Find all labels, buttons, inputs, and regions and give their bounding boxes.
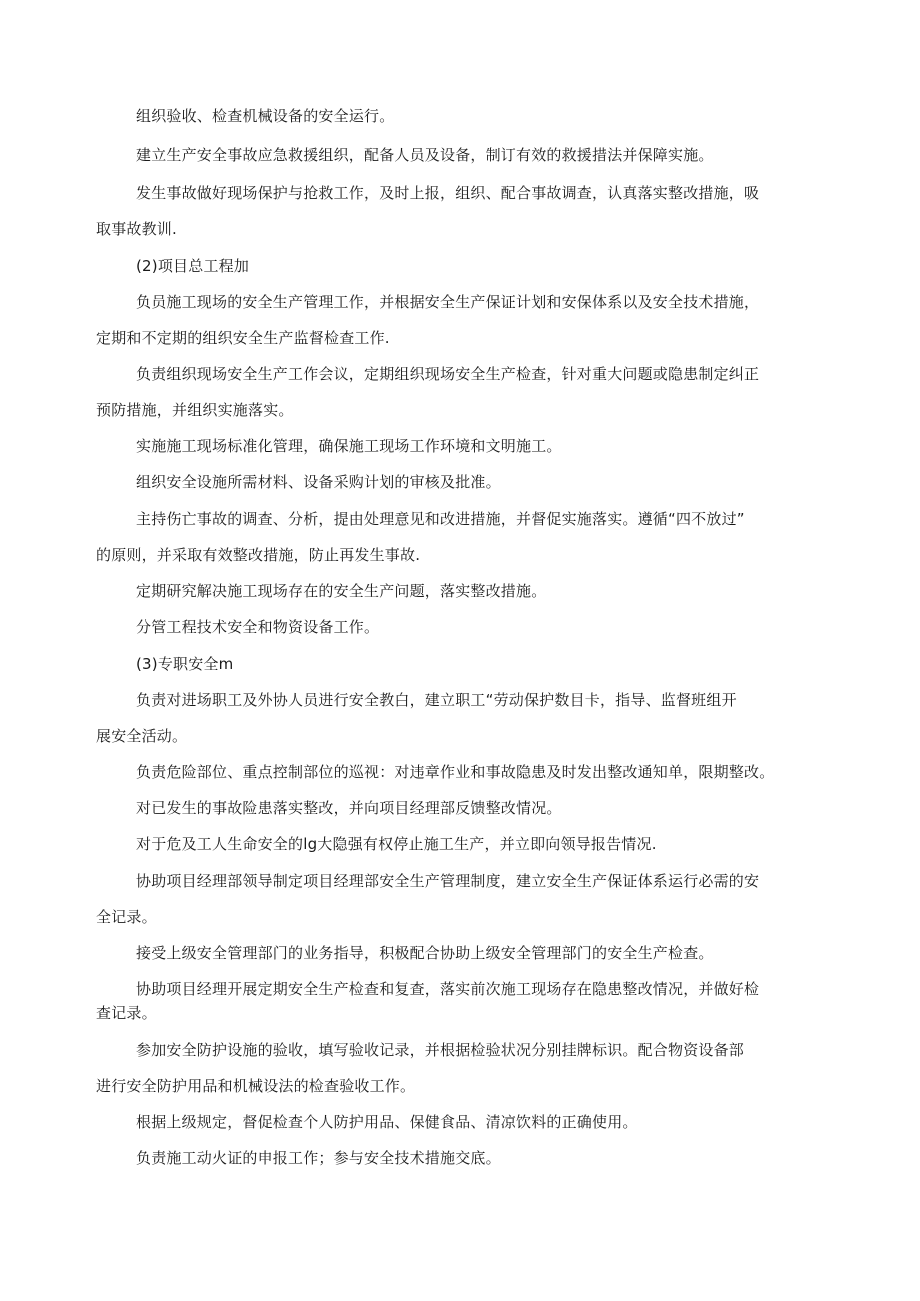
paragraph-line: 组织安全设施所需材料、设备采购计划的审核及批准。 <box>136 473 501 491</box>
paragraph-line: 负责施工动火证的申报工作；参与安全技术措施交底。 <box>136 1149 501 1167</box>
paragraph-line: 对已发生的事故险患落实整改，并向项目经理部反馈整改情况。 <box>136 799 562 817</box>
paragraph-line: 展安全活动。 <box>96 727 188 745</box>
paragraph-line: 根据上级规定，督促检查个人防护用品、保健食品、清凉饮料的正确使用。 <box>136 1113 638 1131</box>
paragraph-line: 协助项目经理开展定期安全生产检查和复查，落实前次施工现场存在隐患整改情况，并做好检 <box>136 980 760 998</box>
paragraph-line: 分管工程技术安全和物资设备工作。 <box>136 618 380 636</box>
paragraph-line: 负责危险部位、重点控制部位的巡视：对违章作业和事故隐患及时发出整改通知单，限期整改。 <box>136 763 775 781</box>
paragraph-line: 定期和不定期的组织安全生产监督检查工作. <box>96 329 390 347</box>
paragraph-line: 查记录。 <box>96 1004 157 1022</box>
paragraph-line: 全记录。 <box>96 908 157 926</box>
paragraph-line: 取事故教训. <box>96 220 177 238</box>
section-heading: (2)项目总工程加 <box>136 257 250 275</box>
paragraph-line: 定期研究解决施工现场存在的安全生产问题，落实整改措施。 <box>136 582 547 600</box>
paragraph-line: 负员施工现场的安全生产管理工作，并根据安全生产保证计划和安保体系以及安全技术措施， <box>136 293 760 311</box>
paragraph-line: 的原则，并采取有效整改措施，防止再发生事故. <box>96 546 421 564</box>
paragraph-line: 主持伤亡事故的调查、分析，提由处理意见和改进措施，并督促实施落实。遵循“四不放过” <box>136 510 745 528</box>
paragraph-line: 建立生产安全事故应急救援组织，配备人员及设备，制订有效的救援措法并保障实施。 <box>136 146 714 164</box>
paragraph-line: 预防措施，并组织实施落实。 <box>96 401 294 419</box>
paragraph-line: 负责对进场职工及外协人员进行安全教白，建立职工“劳动保护数目卡，指导、监督班组开 <box>136 691 737 709</box>
paragraph-line: 负责组织现场安全生产工作会议，定期组织现场安全生产检查，针对重大问题或隐患制定纠正 <box>136 365 760 383</box>
paragraph-line: 实施施工现场标准化管理，确保施工现场工作环境和文明施工。 <box>136 437 562 455</box>
paragraph-line: 发生事故做好现场保护与抢救工作，及时上报，组织、配合事故调查，认真落实整改措施，吸 <box>136 184 760 202</box>
paragraph-line: 协助项目经理部领导制定项目经理部安全生产管理制度，建立安全生产保证体系运行必需的安 <box>136 872 760 890</box>
paragraph-line: 参加安全防护设施的验收，填写验收记录，并根据检验状况分别挂牌标识。配合物资设备部 <box>136 1041 745 1059</box>
paragraph-line: 接受上级安全管理部门的业务指导，积极配合协助上级安全管理部门的安全生产检查。 <box>136 944 714 962</box>
paragraph-line: 进行安全防护用品和机械设法的检查验收工作。 <box>96 1077 416 1095</box>
section-heading: (3)专职安全m <box>136 655 234 673</box>
paragraph-line: 对于危及工人生命安全的lg大隐强有权停止施工生产，并立即向领导报告情况. <box>136 835 657 853</box>
paragraph-line: 组织验收、检查机械设备的安全运行。 <box>136 107 395 125</box>
